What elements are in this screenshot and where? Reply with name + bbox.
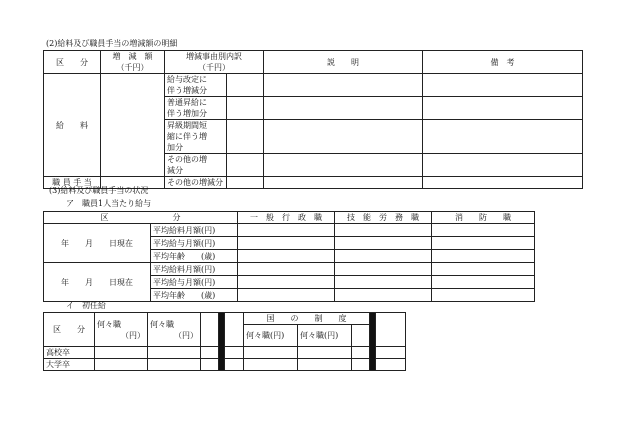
subI-national: 国 の 制 度 xyxy=(244,313,370,325)
reason-4: その他の増 減分 xyxy=(165,154,227,177)
subI-category: 区 分 xyxy=(44,313,95,347)
row-avg-salary: 平均給料月額(円) xyxy=(151,224,238,237)
header-category: 区 分 xyxy=(44,51,101,74)
header-remarks: 備 考 xyxy=(423,51,583,74)
row-avg-age-2: 平均年齢 (歳) xyxy=(151,289,238,302)
date-label-1: 年 月 日現在 xyxy=(44,224,151,263)
row-avg-pay-2: 平均給与月額(円) xyxy=(151,276,238,289)
salary-label: 給 料 xyxy=(44,74,101,177)
subA-header-technical: 技 能 労 務 職 xyxy=(335,212,432,224)
date-label-2: 年 月 日現在 xyxy=(44,263,151,302)
row-high-school: 高校卒 xyxy=(44,347,95,359)
subI-title: イ 初任給 xyxy=(66,301,106,310)
section2-title: (2)給料及び職員手当の増減額の明細 xyxy=(46,39,178,48)
starting-salary-table xyxy=(43,312,406,371)
header-breakdown: 増減事由別内訳 （千円） xyxy=(165,51,264,74)
subA-header-general: 一 般 行 政 職 xyxy=(238,212,335,224)
row-university: 大学卒 xyxy=(44,359,95,371)
subI-col-1: 何々職 （円） xyxy=(95,313,148,347)
row-avg-age: 平均年齢 (歳) xyxy=(151,250,238,263)
allowance-label: 職 員 手 当 xyxy=(44,177,101,189)
subI-national-col-1: 何々職(円) xyxy=(244,325,298,347)
section3-title: (3)給料及び職員手当の状況 xyxy=(49,186,149,195)
row-avg-salary-2: 平均給料月額(円) xyxy=(151,263,238,276)
header-amount: 増 減 額 （千円） xyxy=(101,51,165,74)
reason-2: 普通昇給に 伴う増加分 xyxy=(165,97,227,120)
allowance-reason: その他の増減分 xyxy=(165,177,227,189)
subI-national-col-2: 何々職(円) xyxy=(298,325,352,347)
salary-change-table xyxy=(43,50,583,189)
reason-1: 給与改定に 伴う増減分 xyxy=(165,74,227,97)
reason-3: 昇級期間短 縮に伴う増 加分 xyxy=(165,120,227,154)
subA-title: ア 職員1人当たり給与 xyxy=(66,199,152,208)
row-avg-pay: 平均給与月額(円) xyxy=(151,237,238,250)
per-capita-salary-table xyxy=(43,211,535,302)
subA-header-category: 区 分 xyxy=(44,212,238,224)
subI-col-2: 何々職 （円） xyxy=(148,313,201,347)
subA-header-fire: 消 防 職 xyxy=(432,212,535,224)
header-explanation: 説 明 xyxy=(264,51,423,74)
